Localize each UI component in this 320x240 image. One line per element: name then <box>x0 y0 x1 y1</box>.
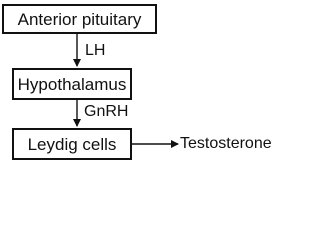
node-label-hypothalamus: Hypothalamus <box>17 74 127 94</box>
node-leydig-cells <box>12 128 132 160</box>
node-label-leydig-cells: Leydig cells <box>27 134 117 154</box>
edge-label-lh: LH <box>85 42 106 59</box>
node-label-anterior-pituitary: Anterior pituitary <box>17 9 142 29</box>
node-hypothalamus <box>12 68 132 100</box>
node-anterior-pituitary <box>2 4 157 34</box>
edge-label-gnrh: GnRH <box>84 103 129 120</box>
output-label-testosterone: Testosterone <box>180 135 272 152</box>
